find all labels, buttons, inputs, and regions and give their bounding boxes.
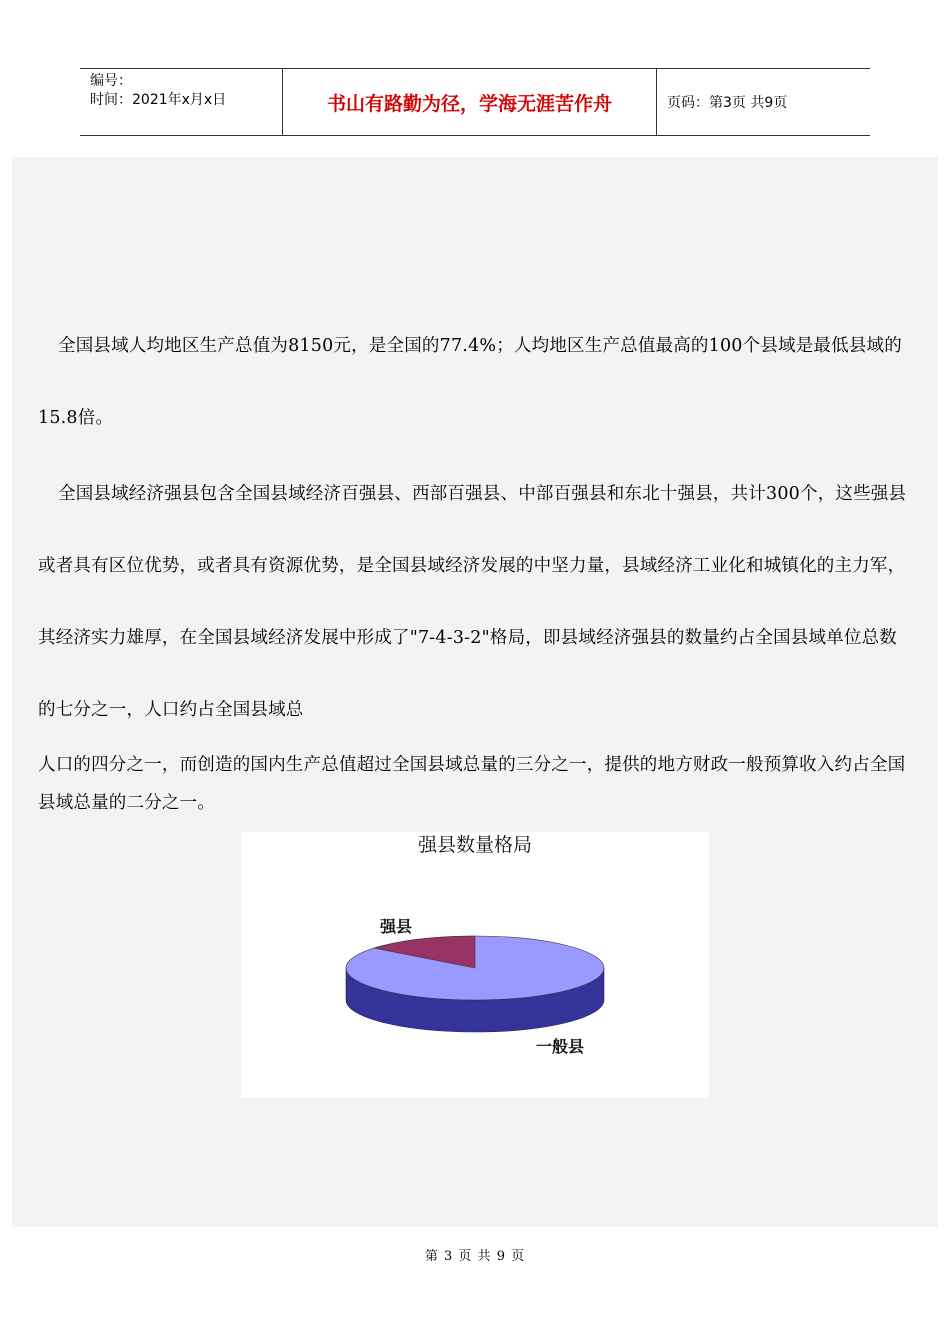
header-meta bbox=[80, 69, 282, 135]
paragraph-2-text: 全国县域经济强县包含全国县域经济百强县、西部百强县、中部百强县和东北十强县，共计300个，这些强县或者具有区位优势，或者具有资源优势，是全国县域经济发展的中坚力量，县域经济工业化和城镇化的主力军，其经济实力雄厚，在全国县域经济发展中形成了"7-4-3-2"格局，即县域经济强县的数量约占全国县域单位总数的七分之一，人口约占全国县域总 bbox=[38, 484, 907, 720]
paragraph-1 bbox=[38, 310, 910, 454]
pie-chart-svg bbox=[241, 832, 709, 1098]
paragraph-1-text: 全国县域人均地区生产总值为8150元，是全国的77.4%；人均地区生产总值最高的100个县域是最低县域的15.8倍。 bbox=[38, 336, 902, 428]
pie-chart bbox=[241, 832, 709, 1098]
page-footer: 第 3 页 共 9 页 bbox=[424, 1249, 526, 1264]
slice-label-strong-county: 强县 bbox=[379, 917, 413, 936]
header-motto: 书山有路勤为径，学海无涯苦作舟 bbox=[282, 69, 657, 135]
document-date: 时间：2021年x月x日 bbox=[90, 92, 227, 108]
chart-title: 强县数量格局 bbox=[417, 834, 533, 856]
document-number-label: 编号： bbox=[90, 73, 132, 89]
paragraph-2 bbox=[38, 458, 910, 822]
header-page-info: 页码：第3页 共9页 bbox=[667, 95, 788, 111]
slice-label-ordinary-county: 一般县 bbox=[535, 1037, 585, 1056]
paragraph-2-ending: 人口的四分之一，而创造的国内生产总值超过全国县域总量的三分之一，提供的地方财政一般预算收入约占全国县域总量的二分之一。 bbox=[38, 755, 906, 813]
document-header bbox=[80, 68, 870, 136]
